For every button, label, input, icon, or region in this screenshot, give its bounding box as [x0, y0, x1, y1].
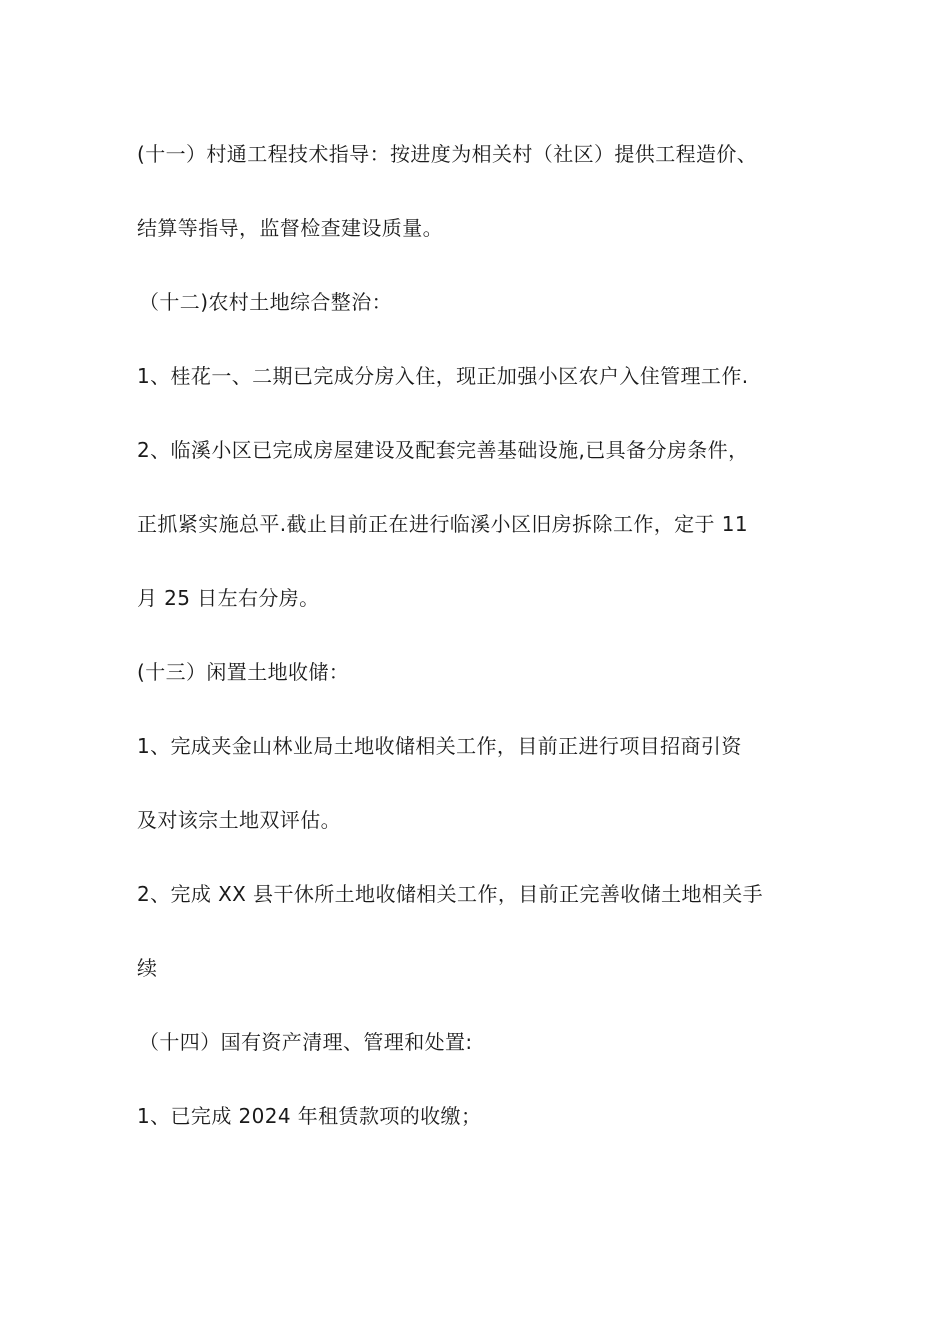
paragraph-line: 及对该宗土地双评估。: [137, 808, 341, 832]
paragraph-line: 2、完成 XX 县干休所土地收储相关工作，目前正完善收储土地相关手: [137, 882, 764, 906]
paragraph-line: 续: [137, 956, 158, 980]
paragraph-line: 2、临溪小区已完成房屋建设及配套完善基础设施,已具备分房条件，: [137, 438, 749, 462]
document-body: [137, 140, 827, 1176]
paragraph-line: 1、已完成 2024 年租赁款项的收缴；: [137, 1104, 482, 1128]
section-heading: （十四）国有资产清理、管理和处置:: [139, 1030, 473, 1054]
section-heading: （十二)农村土地综合整治：: [139, 290, 393, 314]
paragraph-line: 1、桂花一、二期已完成分房入住，现正加强小区农户入住管理工作.: [137, 364, 749, 388]
paragraph-line: 1、完成夹金山林业局土地收储相关工作，目前正进行项目招商引资: [137, 734, 742, 758]
paragraph-line: (十一）村通工程技术指导：按进度为相关村（社区）提供工程造价、: [137, 142, 758, 166]
paragraph-line: 正抓紧实施总平.截止目前正在进行临溪小区旧房拆除工作，定于 11: [137, 512, 748, 536]
paragraph-line: 月 25 日左右分房。: [137, 586, 320, 610]
paragraph-line: 结算等指导，监督检查建设质量。: [137, 216, 443, 240]
section-heading: (十三）闲置土地收储：: [137, 660, 350, 684]
